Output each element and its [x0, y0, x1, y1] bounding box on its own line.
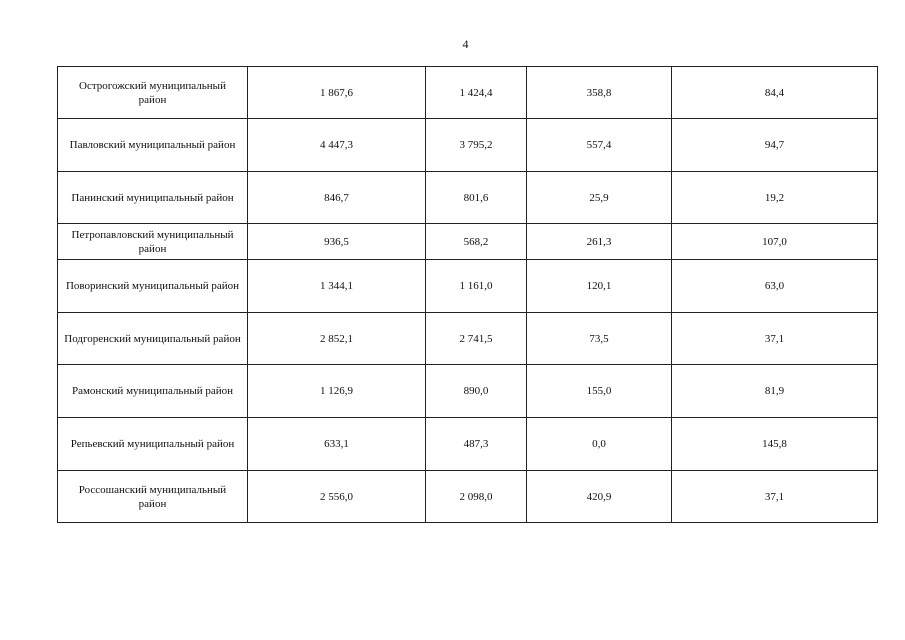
value-cell-4: 145,8: [672, 418, 878, 471]
value-cell-3: 358,8: [527, 67, 672, 119]
table-row: [58, 67, 878, 119]
value-cell-4: 81,9: [672, 365, 878, 418]
value-cell-3: 0,0: [527, 418, 672, 471]
district-name-cell: Поворинский муниципальный район: [58, 260, 248, 313]
value-cell-3: 25,9: [527, 172, 672, 224]
value-cell-4: 107,0: [672, 224, 878, 260]
district-name-cell: Панинский муниципальный район: [58, 172, 248, 224]
district-name-cell: Подгоренский муниципальный район: [58, 313, 248, 365]
value-cell-4: 37,1: [672, 471, 878, 523]
value-cell-4: 63,0: [672, 260, 878, 313]
value-cell-3: 420,9: [527, 471, 672, 523]
value-cell-2: 1 161,0: [426, 260, 527, 313]
district-name-cell: Павловский муниципальный район: [58, 119, 248, 172]
value-cell-3: 261,3: [527, 224, 672, 260]
value-cell-1: 4 447,3: [248, 119, 426, 172]
table-row: [58, 119, 878, 172]
page-number: 4: [462, 37, 469, 51]
district-name-cell: Репьевский муниципальный район: [58, 418, 248, 471]
value-cell-2: 1 424,4: [426, 67, 527, 119]
value-cell-1: 1 126,9: [248, 365, 426, 418]
value-cell-3: 120,1: [527, 260, 672, 313]
value-cell-2: 568,2: [426, 224, 527, 260]
value-cell-1: 936,5: [248, 224, 426, 260]
value-cell-1: 846,7: [248, 172, 426, 224]
value-cell-4: 94,7: [672, 119, 878, 172]
table-row: [58, 418, 878, 471]
value-cell-2: 2 741,5: [426, 313, 527, 365]
value-cell-2: 3 795,2: [426, 119, 527, 172]
value-cell-4: 84,4: [672, 67, 878, 119]
value-cell-2: 2 098,0: [426, 471, 527, 523]
table-row: [58, 224, 878, 260]
value-cell-3: 155,0: [527, 365, 672, 418]
value-cell-2: 801,6: [426, 172, 527, 224]
value-cell-1: 1 867,6: [248, 67, 426, 119]
value-cell-1: 2 556,0: [248, 471, 426, 523]
table-row: [58, 365, 878, 418]
district-name-cell: Россошанский муниципальный район: [58, 471, 248, 523]
value-cell-2: 890,0: [426, 365, 527, 418]
table-row: [58, 260, 878, 313]
district-name-cell: Острогожский муниципальный район: [58, 67, 248, 119]
value-cell-1: 1 344,1: [248, 260, 426, 313]
value-cell-3: 73,5: [527, 313, 672, 365]
value-cell-1: 633,1: [248, 418, 426, 471]
value-cell-3: 557,4: [527, 119, 672, 172]
value-cell-2: 487,3: [426, 418, 527, 471]
district-name-cell: Рамонский муниципальный район: [58, 365, 248, 418]
table-row: [58, 313, 878, 365]
value-cell-4: 19,2: [672, 172, 878, 224]
data-table: [57, 66, 878, 523]
value-cell-4: 37,1: [672, 313, 878, 365]
value-cell-1: 2 852,1: [248, 313, 426, 365]
table-row: [58, 172, 878, 224]
district-name-cell: Петропавловский муниципальный район: [58, 224, 248, 260]
table-row: [58, 471, 878, 523]
